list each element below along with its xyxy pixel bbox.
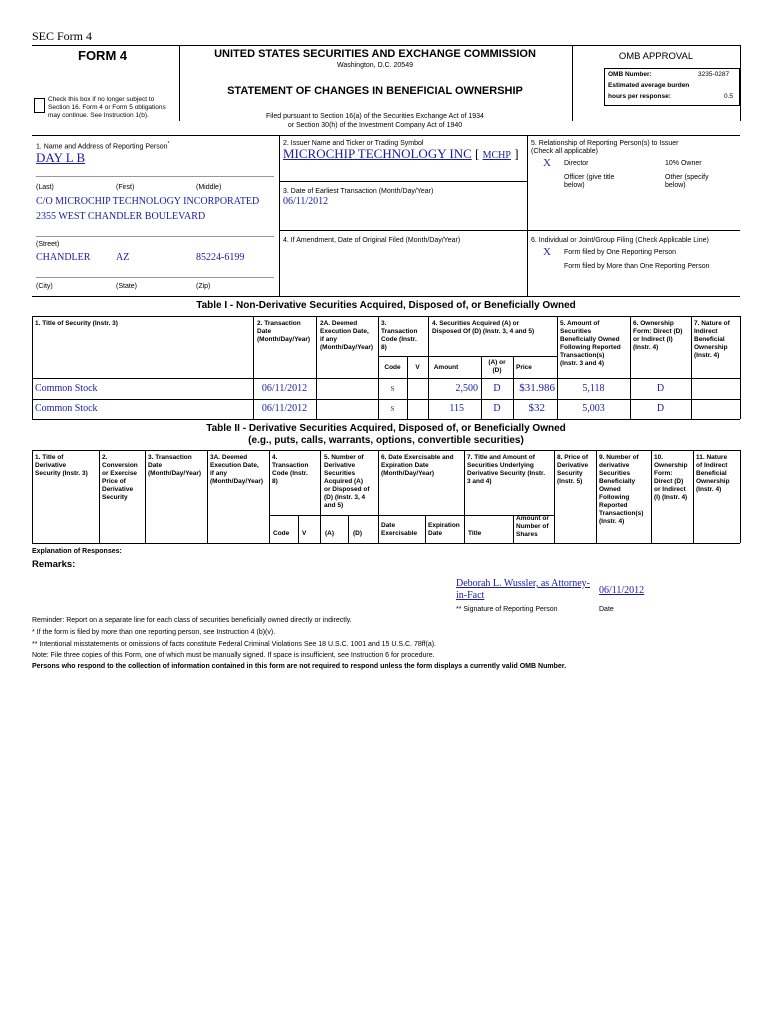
t1-row1-ad: D bbox=[493, 383, 501, 394]
zip-label: (Zip) bbox=[196, 283, 211, 290]
t1-row1-title: Common Stock bbox=[35, 383, 98, 394]
reporting-person-name[interactable]: DAY L B bbox=[36, 150, 86, 165]
t1-h2: 2. Transaction Date (Month/Day/Year) bbox=[257, 320, 311, 343]
checkbox-text-2: Section 16. Form 4 or Form 5 obligations bbox=[48, 104, 166, 111]
agency-location: Washington, D.C. 20549 bbox=[336, 62, 413, 69]
t1-row2-title: Common Stock bbox=[35, 403, 98, 414]
t2-h3a: 3A. Deemed Execution Date, if any (Month/Day/Year) bbox=[210, 454, 264, 485]
middle-label: (Middle) bbox=[196, 184, 222, 191]
t2-h11: 11. Nature of Indirect Beneficial Ownership (Instr. 4) bbox=[696, 454, 730, 493]
filed-pursuant-1: Filed pursuant to Section 16(a) of the Securities Exchange Act of 1934 bbox=[266, 113, 484, 120]
last-label: (Last) bbox=[36, 184, 54, 191]
table1-title: Table I - Non-Derivative Securities Acquired, Disposed of, or Beneficially Owned bbox=[196, 300, 576, 311]
filed-pursuant-2: or Section 30(h) of the Investment Company Act of 1940 bbox=[287, 122, 463, 129]
t1-h2a: 2A. Deemed Execution Date, if any (Month/Day/Year) bbox=[320, 320, 374, 351]
t2-h2: 2. Conversion or Exercise Price of Derivative Security bbox=[102, 454, 138, 501]
t1-row1-form: D bbox=[656, 383, 665, 394]
t2-h5: 5. Number of Derivative Securities Acquired (A) or Disposed of (D) (Instr. 3, 4 and 5) bbox=[324, 454, 370, 509]
no-longer-subject-checkbox[interactable] bbox=[34, 98, 45, 113]
t2-h6: 6. Date Exercisable and Expiration Date (Month/Day/Year) bbox=[381, 454, 454, 477]
statement-title: STATEMENT OF CHANGES IN BENEFICIAL OWNERSHIP bbox=[227, 85, 523, 97]
checkbox-text-1: Check this box if no longer subject to bbox=[48, 96, 155, 103]
t1-h7: 7. Nature of Indirect Beneficial Ownership (Instr. 4) bbox=[694, 320, 730, 359]
first-label: (First) bbox=[116, 184, 135, 191]
t2-h9: 9. Number of derivative Securities Beneficially Owned Following Reported Transaction(s) (Instr. 4) bbox=[599, 454, 644, 525]
t1-sub-v: V bbox=[415, 364, 420, 371]
ticker-symbol[interactable]: MCHP bbox=[482, 150, 511, 161]
sec-form-label: SEC Form 4 bbox=[32, 29, 93, 43]
earliest-transaction-date: 06/11/2012 bbox=[283, 196, 329, 207]
more-persons-label: Form filed by More than One Reporting Person bbox=[564, 263, 710, 270]
t1-row2-price: $32 bbox=[528, 402, 545, 414]
t1-row1-price: $31.986 bbox=[519, 382, 555, 394]
street-label: (Street) bbox=[36, 241, 60, 248]
remarks-label: Remarks: bbox=[32, 559, 76, 570]
note-reminder: Reminder: Report on a separate line for each class of securities beneficially owned directly or indirectly. bbox=[32, 617, 352, 624]
signature-label: ** Signature of Reporting Person bbox=[456, 606, 558, 613]
one-person-mark: X bbox=[543, 246, 551, 258]
officer-label-2: below) bbox=[564, 182, 585, 189]
signature-date: 06/11/2012 bbox=[599, 585, 645, 596]
t1-h1: 1. Title of Security (Instr. 3) bbox=[35, 320, 118, 327]
address-line-2: 2355 WEST CHANDLER BOULEVARD bbox=[36, 211, 206, 222]
omb-number-label: OMB Number: bbox=[608, 71, 652, 78]
t1-row2-owned: 5,003 bbox=[582, 403, 605, 414]
t1-sub-price: Price bbox=[516, 364, 532, 371]
signature[interactable]: Deborah L. Wussler, as Attorney- in-Fact bbox=[456, 578, 590, 601]
director-mark: X bbox=[543, 157, 551, 169]
box5-label-1: 5. Relationship of Reporting Person(s) to Issuer bbox=[531, 140, 679, 147]
box3-label: 3. Date of Earliest Transaction (Month/Day/Year) bbox=[283, 188, 434, 195]
note-misstatements: ** Intentional misstatements or omissions of facts constitute Federal Criminal Violations See 18 U.S.C. 1001 and 15 U.S.C. 78ff(a). bbox=[32, 641, 436, 648]
t1-h3: 3. Transaction Code (Instr. 8) bbox=[381, 320, 418, 351]
issuer-name[interactable]: MICROCHIP TECHNOLOGY INC bbox=[283, 146, 472, 161]
explanation-label: Explanation of Responses: bbox=[32, 548, 122, 555]
other-label-1: Other (specify bbox=[665, 174, 709, 181]
agency-title: UNITED STATES SECURITIES AND EXCHANGE COMMISSION bbox=[214, 48, 536, 60]
table2-title-2: (e.g., puts, calls, warrants, options, convertible securities) bbox=[248, 435, 524, 446]
checkbox-text-3: may continue. See Instruction 1(b). bbox=[48, 112, 149, 119]
officer-label-1: Officer (give title bbox=[564, 174, 615, 181]
date-label: Date bbox=[599, 606, 614, 613]
t2-h8: 8. Price of Derivative Security (Instr. 5) bbox=[557, 454, 589, 485]
t2-sub-exp: Expiration Date bbox=[428, 522, 460, 537]
t1-row1-date: 06/11/2012 bbox=[261, 383, 308, 394]
note-omb: Persons who respond to the collection of information contained in this form are not required to respond unless the form displays a currently valid OMB Number. bbox=[32, 663, 567, 670]
t2-sub-amount: Amount or Number of Shares bbox=[516, 515, 549, 538]
t1-row1-owned: 5,118 bbox=[582, 383, 605, 394]
t1-row2-form: D bbox=[656, 403, 665, 414]
form-title: FORM 4 bbox=[78, 48, 128, 63]
hours-label: hours per response: bbox=[608, 93, 671, 100]
t1-h5: 5. Amount of Securities Beneficially Owned Following Reported Transaction(s) (Instr. 3 and 4) bbox=[560, 320, 621, 367]
t2-sub-v: V bbox=[302, 530, 307, 537]
ten-pct-owner-label: 10% Owner bbox=[665, 160, 702, 167]
hours-value: 0.5 bbox=[724, 93, 734, 100]
table2-title-1: Table II - Derivative Securities Acquired, Disposed of, or Beneficially Owned bbox=[206, 423, 566, 434]
box1-label: 1. Name and Address of Reporting Person* bbox=[36, 141, 170, 151]
t1-row2-code: s bbox=[390, 403, 395, 414]
city-label: (City) bbox=[36, 283, 53, 290]
t2-sub-a: (A) bbox=[325, 530, 335, 537]
note-instruction-4: * If the form is filed by more than one reporting person, see Instruction 4 (b)(v). bbox=[32, 629, 276, 636]
address-line-1: C/O MICROCHIP TECHNOLOGY INCORPORATED bbox=[36, 196, 260, 207]
note-copies: Note: File three copies of this Form, one of which must be manually signed. If space is insufficient, see Instruction 6 for procedure. bbox=[32, 652, 435, 659]
box2-label: 2. Issuer Name and Ticker or Trading Symbol bbox=[283, 140, 424, 147]
t1-row1-code: s bbox=[390, 383, 395, 394]
t2-h3: 3. Transaction Date (Month/Day/Year) bbox=[148, 454, 202, 477]
city-value: CHANDLER bbox=[36, 252, 91, 263]
t1-sub-ad: (A) or (D) bbox=[488, 359, 506, 374]
omb-number: 3235-0287 bbox=[698, 71, 730, 78]
t2-h1: 1. Title of Derivative Security (Instr. 3) bbox=[35, 454, 88, 477]
t2-h10: 10. Ownership Form: Direct (D) or Indirect (I) (Instr. 4) bbox=[654, 454, 688, 501]
t2-sub-d: (D) bbox=[353, 530, 363, 537]
other-label-2: below) bbox=[665, 182, 686, 189]
t1-sub-amount: Amount bbox=[433, 364, 459, 371]
t1-h6: 6. Ownership Form: Direct (D) or Indirect (I) (Instr. 4) bbox=[633, 320, 683, 351]
t1-row2-ad: D bbox=[493, 403, 501, 414]
t1-row1-amount: 2,500 bbox=[455, 383, 478, 394]
t1-row2-amount: 115 bbox=[449, 403, 464, 414]
t1-sub-code: Code bbox=[384, 364, 401, 371]
t1-row2-date: 06/11/2012 bbox=[261, 403, 308, 414]
t2-sub-title: Title bbox=[468, 530, 482, 537]
zip-value: 85224-6199 bbox=[196, 252, 245, 263]
issuer-name-ticker: MICROCHIP TECHNOLOGY INC [ MCHP ] bbox=[283, 146, 519, 161]
box6-label: 6. Individual or Joint/Group Filing (Check Applicable Line) bbox=[531, 237, 709, 244]
state-label: (State) bbox=[116, 283, 138, 290]
omb-approval-title: OMB APPROVAL bbox=[618, 51, 694, 62]
state-value: AZ bbox=[116, 252, 130, 263]
t2-sub-date-ex: Date Exercisable bbox=[381, 522, 418, 537]
box4-label: 4. If Amendment, Date of Original Filed (Month/Day/Year) bbox=[283, 237, 461, 244]
t2-h7: 7. Title and Amount of Securities Underlying Derivative Security (Instr. 3 and 4) bbox=[467, 454, 546, 485]
t1-h4: 4. Securities Acquired (A) or Disposed Of (D) (Instr. 3, 4 and 5) bbox=[432, 320, 535, 335]
director-label: Director bbox=[564, 160, 589, 167]
one-person-label: Form filed by One Reporting Person bbox=[564, 249, 677, 256]
burden-label: Estimated average burden bbox=[608, 82, 690, 89]
t2-h4: 4. Transaction Code (Instr. 8) bbox=[272, 454, 309, 485]
t2-sub-code: Code bbox=[273, 530, 290, 537]
box5-label-2: (Check all applicable) bbox=[531, 148, 598, 155]
